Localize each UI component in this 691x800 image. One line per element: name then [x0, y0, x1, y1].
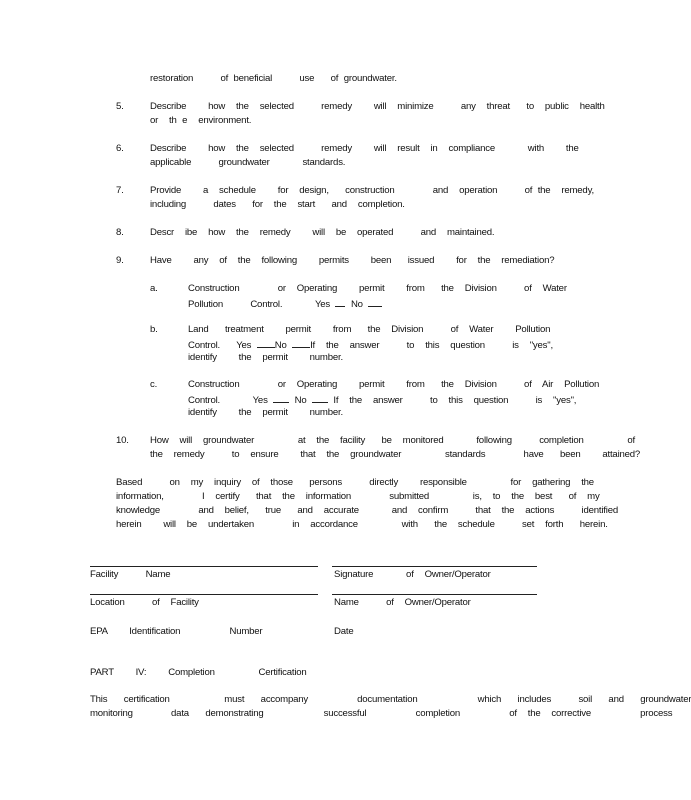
epa-id-label: EPA Identification Number [90, 626, 263, 637]
part-iv-line-1: This certification must accompany documentation which includes soil and groundwater [90, 694, 691, 705]
item-9c-line-3: identify the permit number. [188, 407, 343, 418]
part-iv-line-2: monitoring data demonstrating successful completion of the corrective process [90, 708, 673, 719]
facility-name-label: Facility Name [90, 569, 171, 580]
item-7-number: 7. [116, 185, 124, 196]
item-8-line-1: Descr ibe how the remedy will be operated and maintained. [150, 227, 495, 238]
item-6-number: 6. [116, 143, 124, 154]
no-label-9c: No [294, 395, 307, 406]
item-9-line-1: Have any of the following permits been issued for the remediation? [150, 255, 555, 266]
location-label: Location of Facility [90, 597, 199, 608]
yes-blank-9c[interactable] [273, 393, 289, 403]
item-9b-line-2 [188, 338, 553, 352]
item-9a-line-2 [188, 297, 382, 311]
item-9b-line-3: identify the permit number. [188, 352, 343, 363]
signature-line[interactable] [332, 566, 537, 567]
item-5-number: 5. [116, 101, 124, 112]
item-9c-line-2 [188, 393, 576, 407]
item-9a-line-1: Construction or Operating permit from the Division of Water [188, 283, 567, 294]
date-label: Date [334, 626, 354, 637]
item-9-number: 9. [116, 255, 124, 266]
no-blank-9c[interactable] [312, 393, 328, 403]
signature-label: Signature of Owner/Operator [334, 569, 491, 580]
yes-blank-9a[interactable] [335, 297, 345, 307]
item-7-line-1: Provide a schedule for design, construction and operation of the remedy, [150, 185, 594, 196]
certification-line-3: knowledge and belief, true and accurate and confirm that the actions identified [116, 505, 618, 516]
item-9c-text: Control. Yes [188, 395, 268, 406]
item-10-line-2: the remedy to ensure that the groundwater standards have been attained? [150, 449, 641, 460]
item-9b-text: Control. Yes [188, 340, 252, 351]
certification-line-1: Based on my inquiry of those persons directly responsible for gathering the [116, 477, 594, 488]
yes-blank-9b[interactable] [257, 338, 275, 348]
owner-name-label: Name of Owner/Operator [334, 597, 471, 608]
certification-line-2: information, I certify that the information submitted is, to the best of my [116, 491, 600, 502]
no-blank-9b[interactable] [292, 338, 310, 348]
no-label-9b: No [274, 340, 287, 351]
item-9b-question: If the answer to this question is "yes", [310, 340, 553, 351]
item-5-line-1: Describe how the selected remedy will minimize any threat to public health [150, 101, 605, 112]
item-7-line-2: including dates for the start and completion. [150, 199, 405, 210]
item-9c-question: If the answer to this question is "yes", [333, 395, 577, 406]
item-6-line-1: Describe how the selected remedy will result in compliance with the [150, 143, 579, 154]
part-iv-heading: PART IV: Completion Certification [90, 667, 307, 678]
item-9c-line-1: Construction or Operating permit from the Division of Air Pollution [188, 379, 600, 390]
no-blank-9a[interactable] [368, 297, 382, 307]
item-9b-letter: b. [150, 324, 158, 335]
continuation-text: restoration of beneficial use of groundwater. [150, 73, 397, 84]
certification-line-4: herein will be undertaken in accordance with the schedule set forth herein. [116, 519, 608, 530]
item-9b-line-1: Land treatment permit from the Division of Water Pollution [188, 324, 551, 335]
item-8-number: 8. [116, 227, 124, 238]
item-10-number: 10. [116, 435, 129, 446]
facility-name-line[interactable] [90, 566, 318, 567]
item-10-line-1: How will groundwater at the facility be monitored following completion of [150, 435, 635, 446]
item-9c-letter: c. [150, 379, 158, 390]
item-5-line-2: or th e environment. [150, 115, 252, 126]
location-line[interactable] [90, 594, 318, 595]
item-9a-letter: a. [150, 283, 158, 294]
no-label-9a: No [350, 299, 363, 310]
item-9a-text: Pollution Control. Yes [188, 299, 330, 310]
owner-name-line[interactable] [332, 594, 537, 595]
item-6-line-2: applicable groundwater standards. [150, 157, 346, 168]
